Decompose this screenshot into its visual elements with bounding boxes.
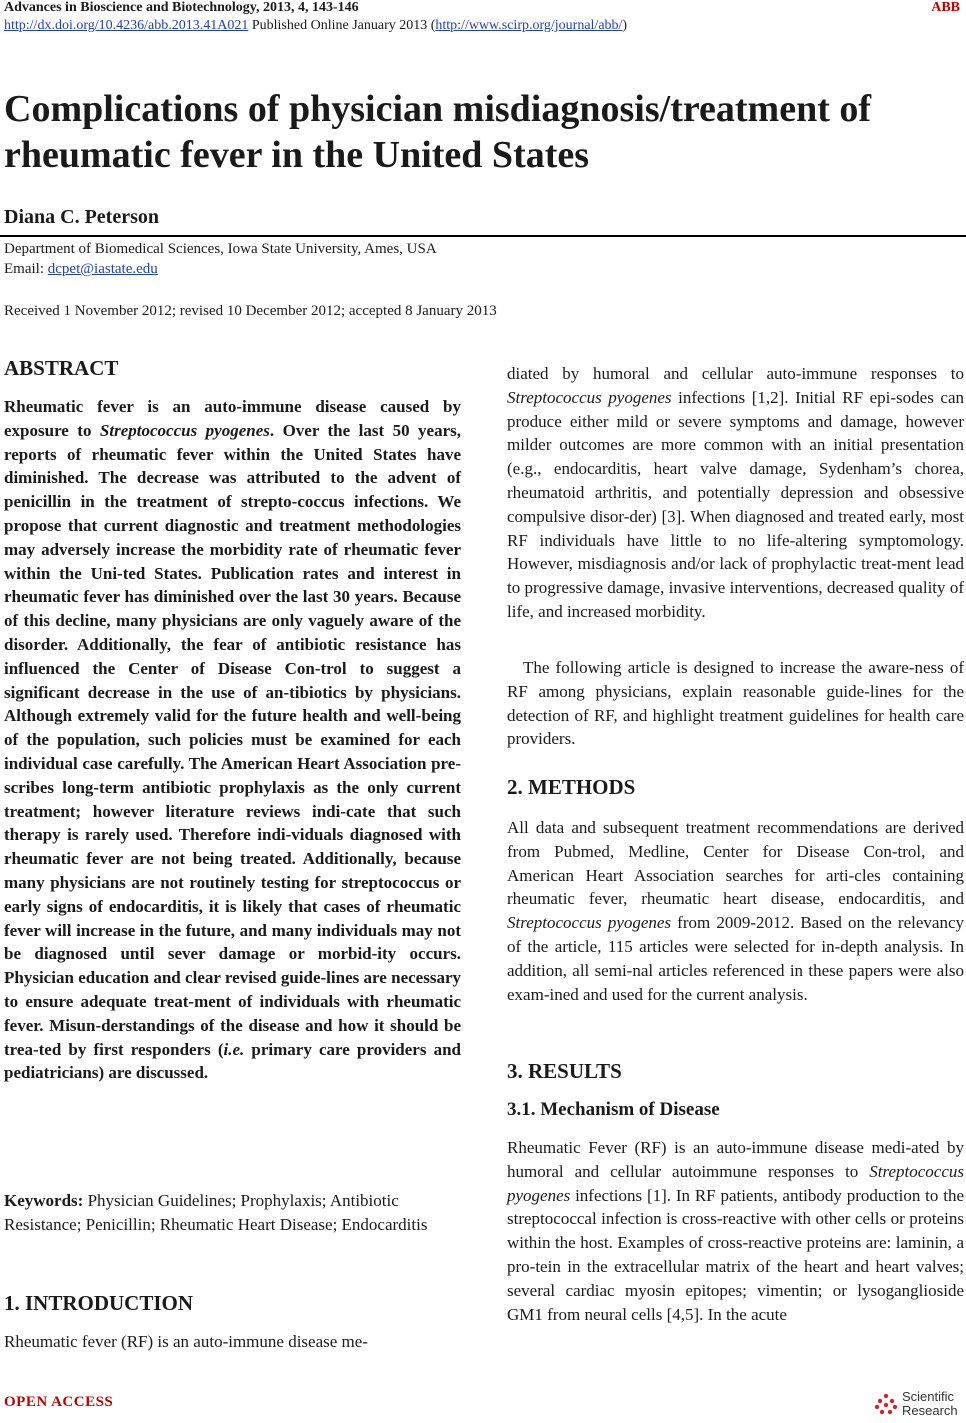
methods-part-a: All data and subsequent treatment recommendations are derived from Pubmed, Medline, Center for Disease Con-trol, and American Heart Association searches for arti-cles containing rheumatic fever, rheumatic heart disease, endocarditis, and [507,818,964,909]
intro-paragraph-2: The following article is designed to increase the aware-ness of RF among physicians, explain reasonable guide-lines for the detection of RF, and highlight treatment guidelines for health care providers. [507,658,964,749]
logo-line-1: Scientific [902,1389,955,1404]
keywords-label: Keywords: [4,1191,84,1210]
introduction-text: Rheumatic fever (RF) is an auto-immune disease me- [4,1332,368,1351]
publication-line [4,18,627,34]
mechanism-part-b: infections [1]. In RF patients, antibody production to the streptococcal infection is cross-reactive with other cells or proteins within the host. Examples of cross-reactive proteins are: laminin, a pro-tein in the extracellular matrix of the heart and heart valves; several cardiac myosin epitopes; vimentin; or lysoganglioside GM1 from neural cells [4,5]. In the acute [507,1185,964,1324]
journal-url-link[interactable]: http://www.scirp.org/journal/abb/ [435,18,623,33]
open-access-label: OPEN ACCESS [4,1394,114,1410]
author-name: Diana C. Peterson [4,206,159,228]
affiliation: Department of Biomedical Sciences, Iowa State University, Ames, USA [4,241,437,257]
methods-part-b: from 2009-2012. Based on the relevancy of the article, 115 articles were selected for in-depth analysis. In addition, all semi-nal articles referenced in these papers were also exam-ined and used for the current analysis. [507,913,964,1004]
results-heading: 3. RESULTS [507,1059,622,1083]
intro-paragraph-1 [507,362,964,624]
abstract-part-2: . Over the last 50 years, reports of rheumatic fever within the United States have diminished. The decrease was attributed to the advent of penicillin in the treatment of strepto-coccus infections. We propose that current diagnostic and treatment methodologies may adversely increase the morbidity rate of rheumatic fever within the Uni-ted States. Publication rates and interest in rheumatic fever has diminished over the last 30 years. Because of this decline, many physicians are only vaguely aware of the disorder. Additionally, the fear of antibiotic resistance has influenced the Center of Disease Con-trol to suggest a significant decrease in the use of an-tibiotics by physicians. Although extremely valid for the future health and well-being of the population, such policies must be examined for each individual case carefully. The American Heart Association pre-scribes long-term antibiotic prophylaxis as the only current treatment; however literature reviews indi-cate that such therapy is rarely used. Therefore indi-viduals diagnosed with rheumatic fever are not being treated. Additionally, because many physicians are not routinely testing for streptococcus or early signs of endocarditis, it is likely that cases of rheumatic fever will increase in the future, and many individuals may not be diagnosed until sever damage or morbid-ity occurs. Physician education and clear revised guide-lines are necessary to ensure adequate treat-ment of individuals with rheumatic fever. Misun-derstandings of the disease and how it should be trea-ted by first responders ( [4,420,461,1059]
logo-line-2: Research [902,1403,958,1418]
email-link[interactable]: dcpet@iastate.edu [47,261,158,277]
abstract-ie: i.e. [223,1039,245,1059]
journal-citation: Advances in Bioscience and Biotechnology, 2013, 4, 143-146 [4,0,359,15]
intro-p1-part-b: infections [1,2]. Initial RF epi-sodes can produce either mild or severe symptoms and damage, however milder outcomes are more common with an initial presentation (e.g., endocarditis, heart valve damage, Sydenham’s chorea, rheumatoid arthritis, and potentially depression and obsessive compulsive disor-der) [3]. When diagnosed and treated early, most RF individuals have little to no life-altering symptomology. However, misdiagnosis and/or lack of prophylactic treat-ment lead to progressive damage, invasive interventions, decreased quality of life, and increased morbidity. [507,387,964,621]
abstract-text [4,395,461,1085]
intro-p1-species: Streptococcus pyogenes [507,387,672,407]
journal-abbrev: ABB [931,0,960,15]
abstract-part-1: Rheumatic fever is an auto-immune disease caused by exposure to [4,397,461,440]
received-dates: Received 1 November 2012; revised 10 December 2012; accepted 8 January 2013 [4,303,497,319]
scientific-research-logo [874,1389,964,1421]
abstract-part-3: primary care providers and pediatricians) are discussed. [4,1039,461,1083]
article-title: Complications of physician misdiagnosis/treatment of rheumatic fever in the United States [4,88,872,176]
introduction-heading: 1. INTRODUCTION [4,1291,194,1315]
abstract-species: Streptococcus pyogenes [99,420,270,440]
publisher-logo-icon [874,1393,898,1417]
logo-wordmark [902,1390,958,1418]
mechanism-text [507,1136,964,1326]
close-paren: ) [622,18,628,33]
methods-species: Streptococcus pyogenes [507,913,672,933]
doi-link[interactable]: http://dx.doi.org/10.4236/abb.2013.41A021 [4,18,249,33]
abstract-heading: ABSTRACT [4,356,119,380]
keywords-text: Physician Guidelines; Prophylaxis; Antibiotic Resistance; Penicillin; Rheumatic Heart Disease; Endocarditis [4,1191,428,1234]
title-divider [0,235,966,237]
intro-p1-part-a: diated by humoral and cellular auto-immune responses to [507,364,964,383]
published-text: Published Online January 2013 ( [248,18,436,33]
keywords [4,1189,461,1237]
methods-text [507,816,964,1006]
mechanism-species: Streptococcus pyogenes [507,1161,964,1205]
mechanism-part-a: Rheumatic Fever (RF) is an auto-immune disease medi-ated by humoral and cellular autoimmune responses to [507,1138,964,1181]
mechanism-heading: 3.1. Mechanism of Disease [507,1099,720,1120]
methods-heading: 2. METHODS [507,775,636,799]
email-line [4,261,158,278]
email-label: Email: [4,261,48,277]
